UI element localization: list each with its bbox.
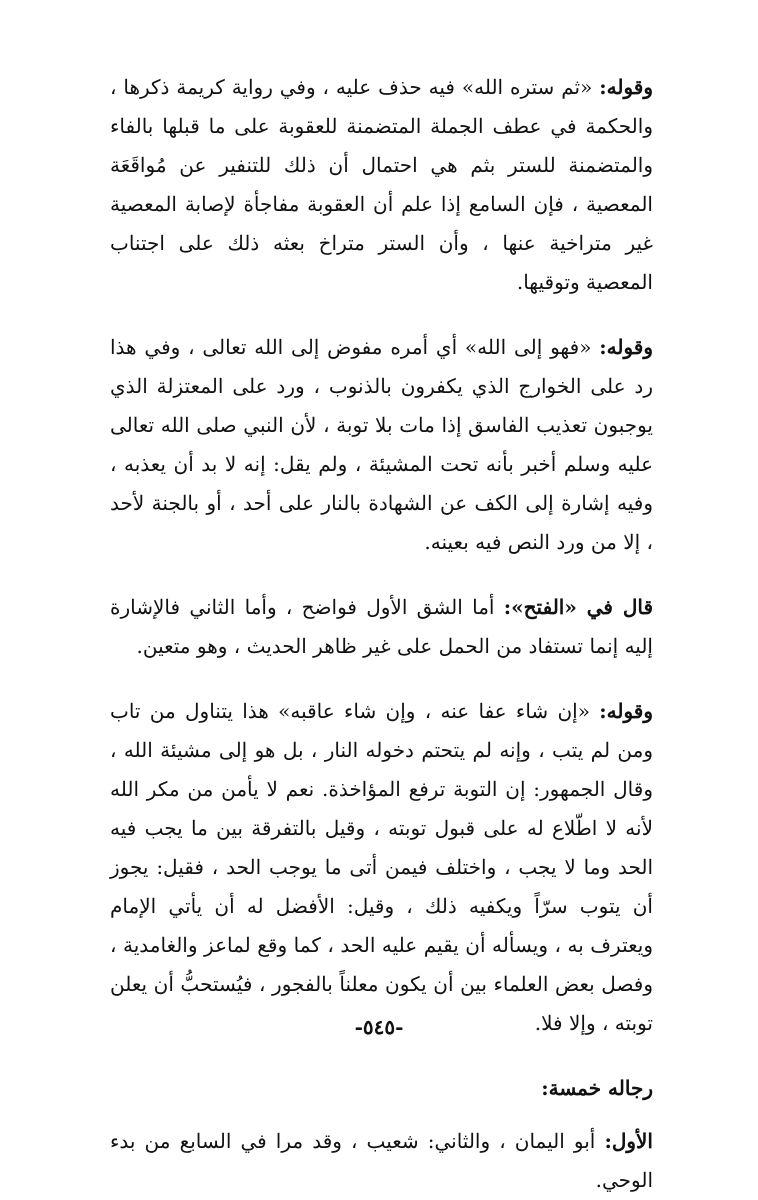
paragraph-4-text: «إن شاء عفا عنه ، وإن شاء عاقبه» هذا يتناول من تاب ومن لم يتب ، وإنه لم يتحتم دخوله النار ، بل هو إلى مشيئة الله ، وقال الجمهور: إن التوبة ترفع المؤاخذة. نعم لا يأمن من مكر الله لأنه لا اطّلاع له على قبول توبته ، وقيل بالتفرقة بين ما يجب فيه الحد وما لا يجب ، واختلف فيمن أتى ما يوجب الحد ، فقيل: يجوز أن يتوب سرّاً ويكفيه ذلك ، وقيل: الأفضل له أن يأتي الإمام ويعترف به ، ويسأله أن يقيم عليه الحد ، كما وقع لماعز والغامدية ، وفصل بعض العلماء بين أن يكون معلناً بالفجور ، فيُستحبُّ أن يعلن توبته ، وإلا فلا. [110, 699, 653, 1035]
page-number: -٥٤٥- [354, 1015, 404, 1039]
paragraph-1-lead: وقوله: [599, 75, 654, 99]
paragraph-3-text: أما الشق الأول فواضح ، وأما الثاني فالإشارة إليه إنما تستفاد من الحمل على غير ظاهر الحديث ، وهو متعين. [110, 595, 653, 658]
paragraph-narrators-text: أبو اليمان ، والثاني: شعيب ، وقد مرا في السابع من بدء الوحي. [110, 1129, 653, 1192]
paragraph-2-lead: وقوله: [599, 335, 654, 359]
paragraph-narrators-lead: الأول: [604, 1129, 653, 1153]
paragraph-3 [110, 588, 653, 666]
paragraph-2 [110, 328, 653, 562]
paragraph-4 [110, 692, 653, 1043]
paragraph-4-lead: وقوله: [599, 699, 653, 723]
paragraph-3-lead: قال في «الفتح»: [503, 595, 654, 619]
paragraph-2-text: «فهو إلى الله» أي أمره مفوض إلى الله تعالى ، وفي هذا رد على الخوارج الذي يكفرون بالذنوب ، ورد على المعتزلة الذي يوجبون تعذيب الفاسق إذا مات بلا توبة ، لأن النبي صلى الله تعالى عليه وسلم أخبر بأنه تحت المشيئة ، ولم يقل: إنه لا بد أن يعذبه ، وفيه إشارة إلى الكف عن الشهادة بالنار على أحد ، أو بالجنة لأحد ، إلا من ورد النص فيه بعينه. [110, 335, 653, 554]
paragraph-narrators [110, 1122, 653, 1200]
paragraph-1-text: «ثم ستره الله» فيه حذف عليه ، وفي رواية كريمة ذكرها ، والحكمة في عطف الجملة المتضمنة للعقوبة على ما قبلها بالفاء والمتضمنة للستر بثم هي احتمال أن ذلك للتنفير عن مُواقَعَة المعصية ، فإن السامع إذا علم أن العقوبة مفاجأة لإصابة المعصية غير متراخية عنها ، وأن الستر متراخ بعثه ذلك على اجتناب المعصية وتوقيها. [110, 75, 653, 294]
paragraph-1 [110, 68, 653, 302]
section-heading: رجاله خمسة: [541, 1076, 653, 1100]
